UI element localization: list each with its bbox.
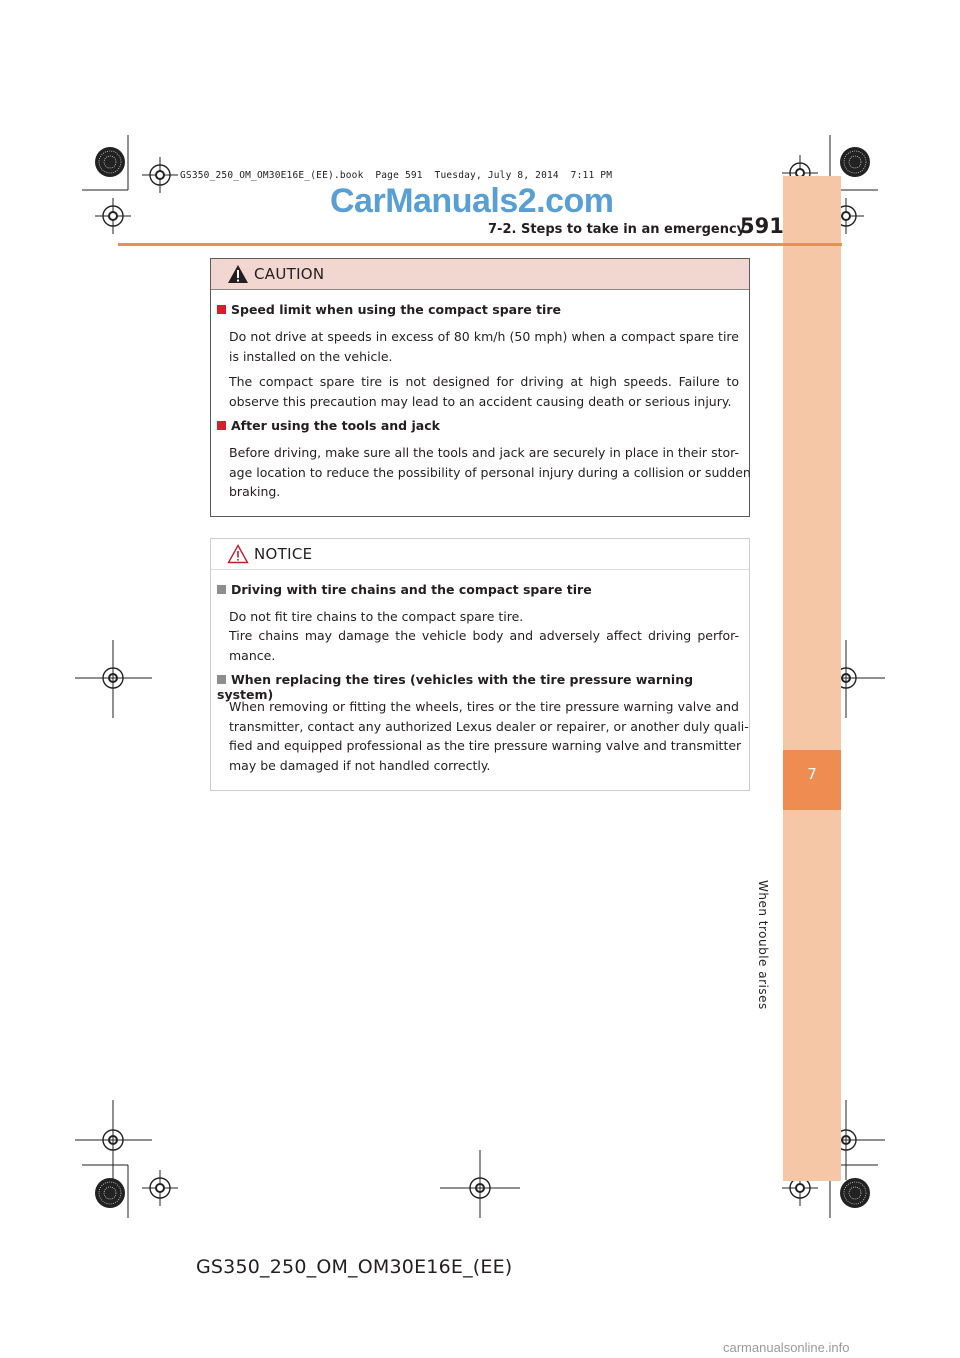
- watermark-logo: CarManuals2.com: [330, 182, 614, 220]
- notice-title: NOTICE: [254, 545, 313, 563]
- site-credit: carmanualsonline.info: [723, 1340, 850, 1355]
- chapter-number-tab: 7: [783, 750, 841, 810]
- square-bullet-icon: [217, 305, 226, 314]
- caution-title: CAUTION: [254, 265, 325, 283]
- square-bullet-icon: [217, 421, 226, 430]
- caution-paragraph: The compact spare tire is not designed for driving at high speeds. Failure to observe this precaution may lead to an accident causing death or serious injury.: [229, 374, 739, 409]
- chapter-label: When trouble arises: [756, 880, 770, 1010]
- page-number: 591: [740, 214, 784, 238]
- notice-paragraph: Do not fit tire chains to the compact spare tire.: [229, 609, 524, 624]
- footer-document-code: GS350_250_OM_OM30E16E_(EE): [196, 1256, 513, 1278]
- header-rule: [118, 243, 842, 246]
- chapter-side-tab: [783, 176, 841, 1181]
- caution-item-title: Speed limit when using the compact spare tire: [217, 302, 561, 317]
- notice-paragraph: Tire chains may damage the vehicle body and adversely affect driving perfor- mance.: [229, 628, 739, 663]
- notice-box: [210, 538, 750, 791]
- notice-header: [211, 539, 749, 570]
- caution-paragraph: Before driving, make sure all the tools and jack are securely in place in their stor- age location to reduce the possibility of personal injury during a collision or sudden braking.: [229, 445, 751, 499]
- warning-triangle-icon: [227, 544, 249, 564]
- print-file-header: GS350_250_OM_OM30E16E_(EE).book Page 591 Tuesday, July 8, 2014 7:11 PM: [180, 170, 613, 181]
- notice-item-title: Driving with tire chains and the compact spare tire: [217, 582, 592, 597]
- square-bullet-icon: [217, 675, 226, 684]
- caution-header: [211, 259, 749, 290]
- square-bullet-icon: [217, 585, 226, 594]
- notice-item-title: When replacing the tires (vehicles with the tire pressure warning system): [217, 672, 694, 702]
- notice-paragraph: When removing or fitting the wheels, tires or the tire pressure warning valve and transmitter, contact any authorized Lexus dealer or repairer, or another duly quali- fied and equipped professional as the tire pressure warning valve and transmitter may be damaged if not handled correctly.: [229, 699, 749, 773]
- caution-paragraph: Do not drive at speeds in excess of 80 km/h (50 mph) when a compact spare tire is installed on the vehicle.: [229, 329, 739, 364]
- caution-item-title: After using the tools and jack: [217, 418, 440, 433]
- section-title: 7-2. Steps to take in an emergency: [488, 222, 746, 237]
- warning-triangle-icon: [227, 264, 249, 284]
- caution-box: [210, 258, 750, 517]
